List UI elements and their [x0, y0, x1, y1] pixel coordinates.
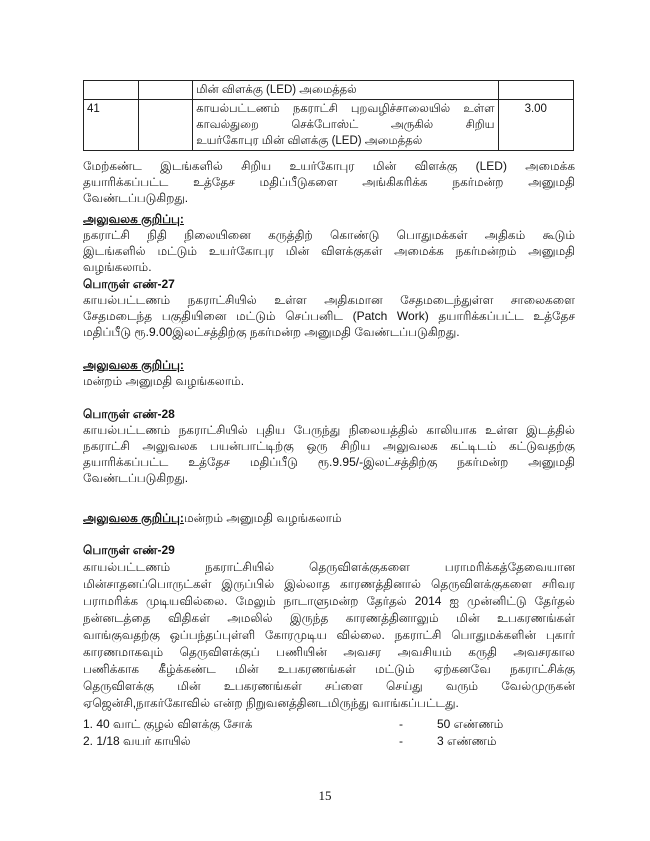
text-line: காரணமாகவும் தெருவிளக்குப் பணியின் அவசர அவசியம் கருதி அவசரகால [83, 645, 575, 659]
text-line: வழங்கலாம். [83, 260, 152, 274]
table-cell [138, 81, 192, 100]
text-line: காயல்பட்டணம் நகராட்சியில் புதிய பேருந்து நிலையத்தில் காலியாக உள்ள இடத்தில் [83, 423, 575, 437]
list-item [83, 733, 575, 750]
list-item-dash: - [399, 717, 403, 731]
list-item [83, 716, 575, 733]
text-line: ஏஜென்சி,நாகர்கோவில் என்ற நிறுவனத்தினடமிருந்து வாங்கப்பட்டது. [83, 696, 459, 710]
text-line: வேண்டப்படுகிறது. [83, 191, 189, 205]
paragraph-resolution [83, 158, 575, 206]
text-line: இடங்களில் மட்டும் உயர்கோபுர மின் விளக்குகள் அமைக்க நகர்மன்றம் அனுமதி [83, 244, 575, 258]
section-heading: அலுவலக குறிப்பு: [83, 511, 184, 525]
table-cell-description [193, 100, 498, 151]
text-line: காயல்பட்டணம் நகராட்சியில் தெருவிளக்குகளை பராமரிக்கத்தேவையான [83, 560, 575, 574]
table-line: உயர்கோபுர மின் விளக்கு (LED) அமைத்தல் [196, 135, 423, 147]
text-line: வேண்டப்படுகிறது. [83, 471, 189, 485]
table-cell-amount [498, 81, 573, 100]
office-note-1 [83, 211, 575, 275]
subject-27 [83, 276, 575, 340]
section-heading: அலுவலக குறிப்பு: [83, 212, 184, 226]
text-line: சேதமடைந்த பகுதியினை மட்டும் செப்பனிட (Patch Work) தயாரிக்கப்பட்ட உத்தேச [83, 309, 575, 323]
table-cell-description: மின் விளக்கு (LED) அமைத்தல் [193, 81, 498, 100]
page-number: 15 [318, 788, 332, 803]
text-line: தயாரிக்கப்பட்ட உத்தேச மதிப்பீடு ரூ.9.95/-இலட்சத்திற்கு நகர்மன்ற அனுமதி [83, 455, 575, 469]
table-cell-number: 41 [84, 100, 139, 151]
text-line: மன்றம் அனுமதி வழங்கலாம் [183, 511, 342, 525]
text-line: நகராட்சி அலுவலக பயன்பாட்டிற்கு ஒரு சிறிய அலுவலக கட்டிடம் கட்டுவதற்கு [83, 439, 575, 453]
office-note-3 [83, 510, 575, 526]
items-list [83, 716, 575, 750]
table-line: காயல்பட்டணம் நகராட்சி புறவழிச்சாலையில் உள்ள [196, 103, 495, 115]
text-line: மதிப்பீடு ரூ.9.00இலட்சத்திற்கு நகர்மன்ற அனுமதி வேண்டப்படுகிறது. [83, 325, 460, 339]
list-item-text: 1. 40 வாட் குழல் விளக்கு சோக் [83, 717, 253, 731]
table-cell [84, 81, 139, 100]
section-heading: அலுவலக குறிப்பு: [83, 358, 184, 372]
text-line: தெருவிளக்கு மின் உபகரணங்கள் சப்ளை செய்து வரும் வேல்முருகன் [83, 679, 575, 693]
text-line: வாங்குவதற்கு ஒப்பந்தப்புள்ளி கோரமுடிய வில்லை. நகராட்சி பொதுமக்களின் புகார் [83, 628, 575, 642]
table-row [84, 100, 574, 151]
list-item-text: 2. 1/18 வயர் காயில் [83, 734, 191, 748]
subject-29 [83, 542, 575, 712]
text-line: மன்றம் அனுமதி வழங்கலாம். [83, 374, 245, 388]
table-line: காவல்துறை செக்போஸ்ட் அருகில் சிறிய [196, 119, 495, 131]
office-note-2 [83, 357, 575, 389]
subject-28 [83, 406, 575, 486]
text-line: நன்னடத்தை விதிகள் அமலில் இருந்த காரணத்தினாலும் மின் உபகரணங்கள் [83, 611, 575, 625]
text-line: மின்சாதனப்பொருட்கள் இருப்பில் இல்லாத காரணத்தினால் தெருவிளக்குகளை சரிவர [83, 577, 575, 591]
estimate-table [83, 80, 574, 151]
section-heading: பொருள் எண்-28 [83, 407, 175, 421]
text-line: பராமரிக்க முடியவில்லை. மேலும் நாடாளுமன்ற தேர்தல் 2014 ஐ முன்னிட்டு தேர்தல் [83, 594, 575, 608]
note-line [83, 510, 575, 526]
table-row [84, 81, 574, 100]
text-line: பணிக்காக கீழ்க்கண்ட மின் உபகரணங்கள் மட்டும் ஏற்கனவே நகராட்சிக்கு [83, 662, 575, 676]
section-heading: பொருள் எண்-27 [83, 277, 175, 291]
table-cell-amount: 3.00 [498, 100, 573, 151]
list-item-dash: - [399, 734, 403, 748]
section-heading: பொருள் எண்-29 [83, 543, 175, 557]
text-line: மேற்கண்ட இடங்களில் சிறிய உயர்கோபுர மின் விளக்கு (LED) அமைக்க [83, 159, 575, 173]
list-item-quantity: 3 எண்ணம் [437, 734, 497, 748]
text-line: நகராட்சி நிதி நிலையினை கருத்திற் கொண்டு பொதுமக்கள் அதிகம் கூடும் [83, 228, 575, 242]
list-item-quantity: 50 எண்ணம் [437, 717, 504, 731]
text-line: காயல்பட்டணம் நகராட்சியில் உள்ள அதிகமான சேதமடைந்துள்ள சாலைகளை [83, 293, 575, 307]
text-line: தயாரிக்கப்பட்ட உத்தேச மதிப்பீடுகளை அங்கிகரிக்க நகர்மன்ற அனுமதி [83, 175, 575, 189]
table-cell [138, 100, 192, 151]
